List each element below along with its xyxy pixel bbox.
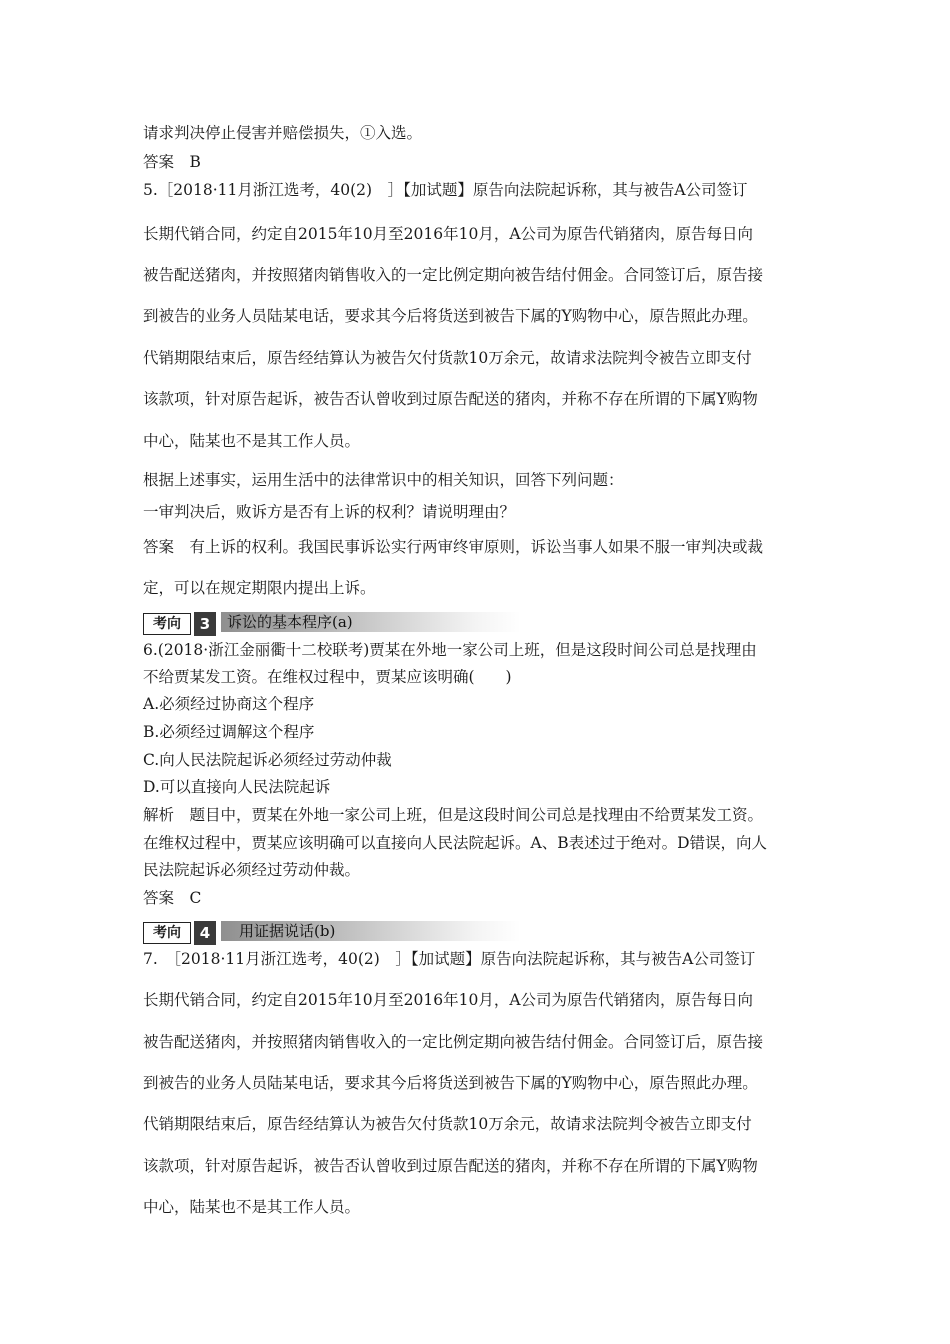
question-6-line: 6.(2018·浙江金丽衢十二校联考)贾某在外地一家公司上班，但是这段时间公司总是找理由 — [143, 641, 757, 659]
answer-line: 答案 B — [143, 153, 201, 171]
text-line: 民法院起诉必须经过劳动仲裁。 — [143, 861, 361, 879]
text-line: 根据上述事实，运用生活中的法律常识中的相关知识，回答下列问题： — [143, 471, 624, 489]
text-line: 在维权过程中，贾某应该明确可以直接向人民法院起诉。A、B表述过于绝对。D错误，向人 — [143, 834, 768, 852]
text-line: 请求判决停止侵害并赔偿损失，①入选。 — [143, 124, 423, 142]
text-line: 被告配送猪肉，并按照猪肉销售收入的一定比例定期向被告结付佣金。合同签订后，原告接 — [143, 266, 764, 284]
text-line: 中心，陆某也不是其工作人员。 — [143, 1198, 361, 1216]
section-number: 3 — [194, 612, 216, 636]
text-line: 到被告的业务人员陆某电话，要求其今后将货送到被告下属的Y购物中心，原告照此办理。 — [143, 307, 758, 325]
text-line: 该款项，针对原告起诉，被告否认曾收到过原告配送的猪肉，并称不存在所谓的下属Y购物 — [143, 1157, 758, 1175]
answer-line: 答案 有上诉的权利。我国民事诉讼实行两审终审原则，诉讼当事人如果不服一审判决或裁 — [143, 538, 764, 556]
section-number: 4 — [194, 921, 216, 945]
question-5-line: 5.［2018·11月浙江选考，40(2) ］【加试题】原告向法院起诉称，其与被告A公司签订 — [143, 181, 748, 199]
text-line: 中心，陆某也不是其工作人员。 — [143, 432, 361, 450]
section-header-4 — [143, 921, 523, 945]
answer-line: 答案 C — [143, 889, 202, 907]
option-c: C.向人民法院起诉必须经过劳动仲裁 — [143, 751, 392, 769]
text-line: 代销期限结束后，原告经结算认为被告欠付货款10万余元，故请求法院判令被告立即支付 — [143, 349, 752, 367]
option-d: D.可以直接向人民法院起诉 — [143, 778, 331, 796]
text-line: 该款项，针对原告起诉，被告否认曾收到过原告配送的猪肉，并称不存在所谓的下属Y购物 — [143, 390, 758, 408]
question-line: 一审判决后，败诉方是否有上诉的权利？请说明理由？ — [143, 503, 516, 521]
analysis-line: 解析 题目中，贾某在外地一家公司上班，但是这段时间公司总是找理由不给贾某发工资。 — [143, 806, 764, 824]
section-label: 考向 — [143, 922, 191, 944]
text-line: 长期代销合同，约定自2015年10月至2016年10月，A公司为原告代销猪肉，原告每日向 — [143, 991, 754, 1009]
section-label: 考向 — [143, 613, 191, 635]
text-line: 长期代销合同，约定自2015年10月至2016年10月，A公司为原告代销猪肉，原告每日向 — [143, 225, 754, 243]
option-b: B.必须经过调解这个程序 — [143, 723, 315, 741]
question-7-line: 7. ［2018·11月浙江选考，40(2) ］【加试题】原告向法院起诉称，其与被告A公司签订 — [143, 950, 756, 968]
text-line: 到被告的业务人员陆某电话，要求其今后将货送到被告下属的Y购物中心，原告照此办理。 — [143, 1074, 758, 1092]
section-header-3 — [143, 612, 523, 636]
text-line: 代销期限结束后，原告经结算认为被告欠付货款10万余元，故请求法院判令被告立即支付 — [143, 1115, 752, 1133]
section-title: 诉讼的基本程序(a) — [221, 612, 521, 632]
text-line: 定，可以在规定期限内提出上诉。 — [143, 579, 376, 597]
section-title: 用证据说话(b) — [221, 921, 521, 941]
option-a: A.必须经过协商这个程序 — [143, 695, 315, 713]
text-line: 不给贾某发工资。在维权过程中，贾某应该明确( ) — [143, 668, 512, 686]
text-line: 被告配送猪肉，并按照猪肉销售收入的一定比例定期向被告结付佣金。合同签订后，原告接 — [143, 1033, 764, 1051]
